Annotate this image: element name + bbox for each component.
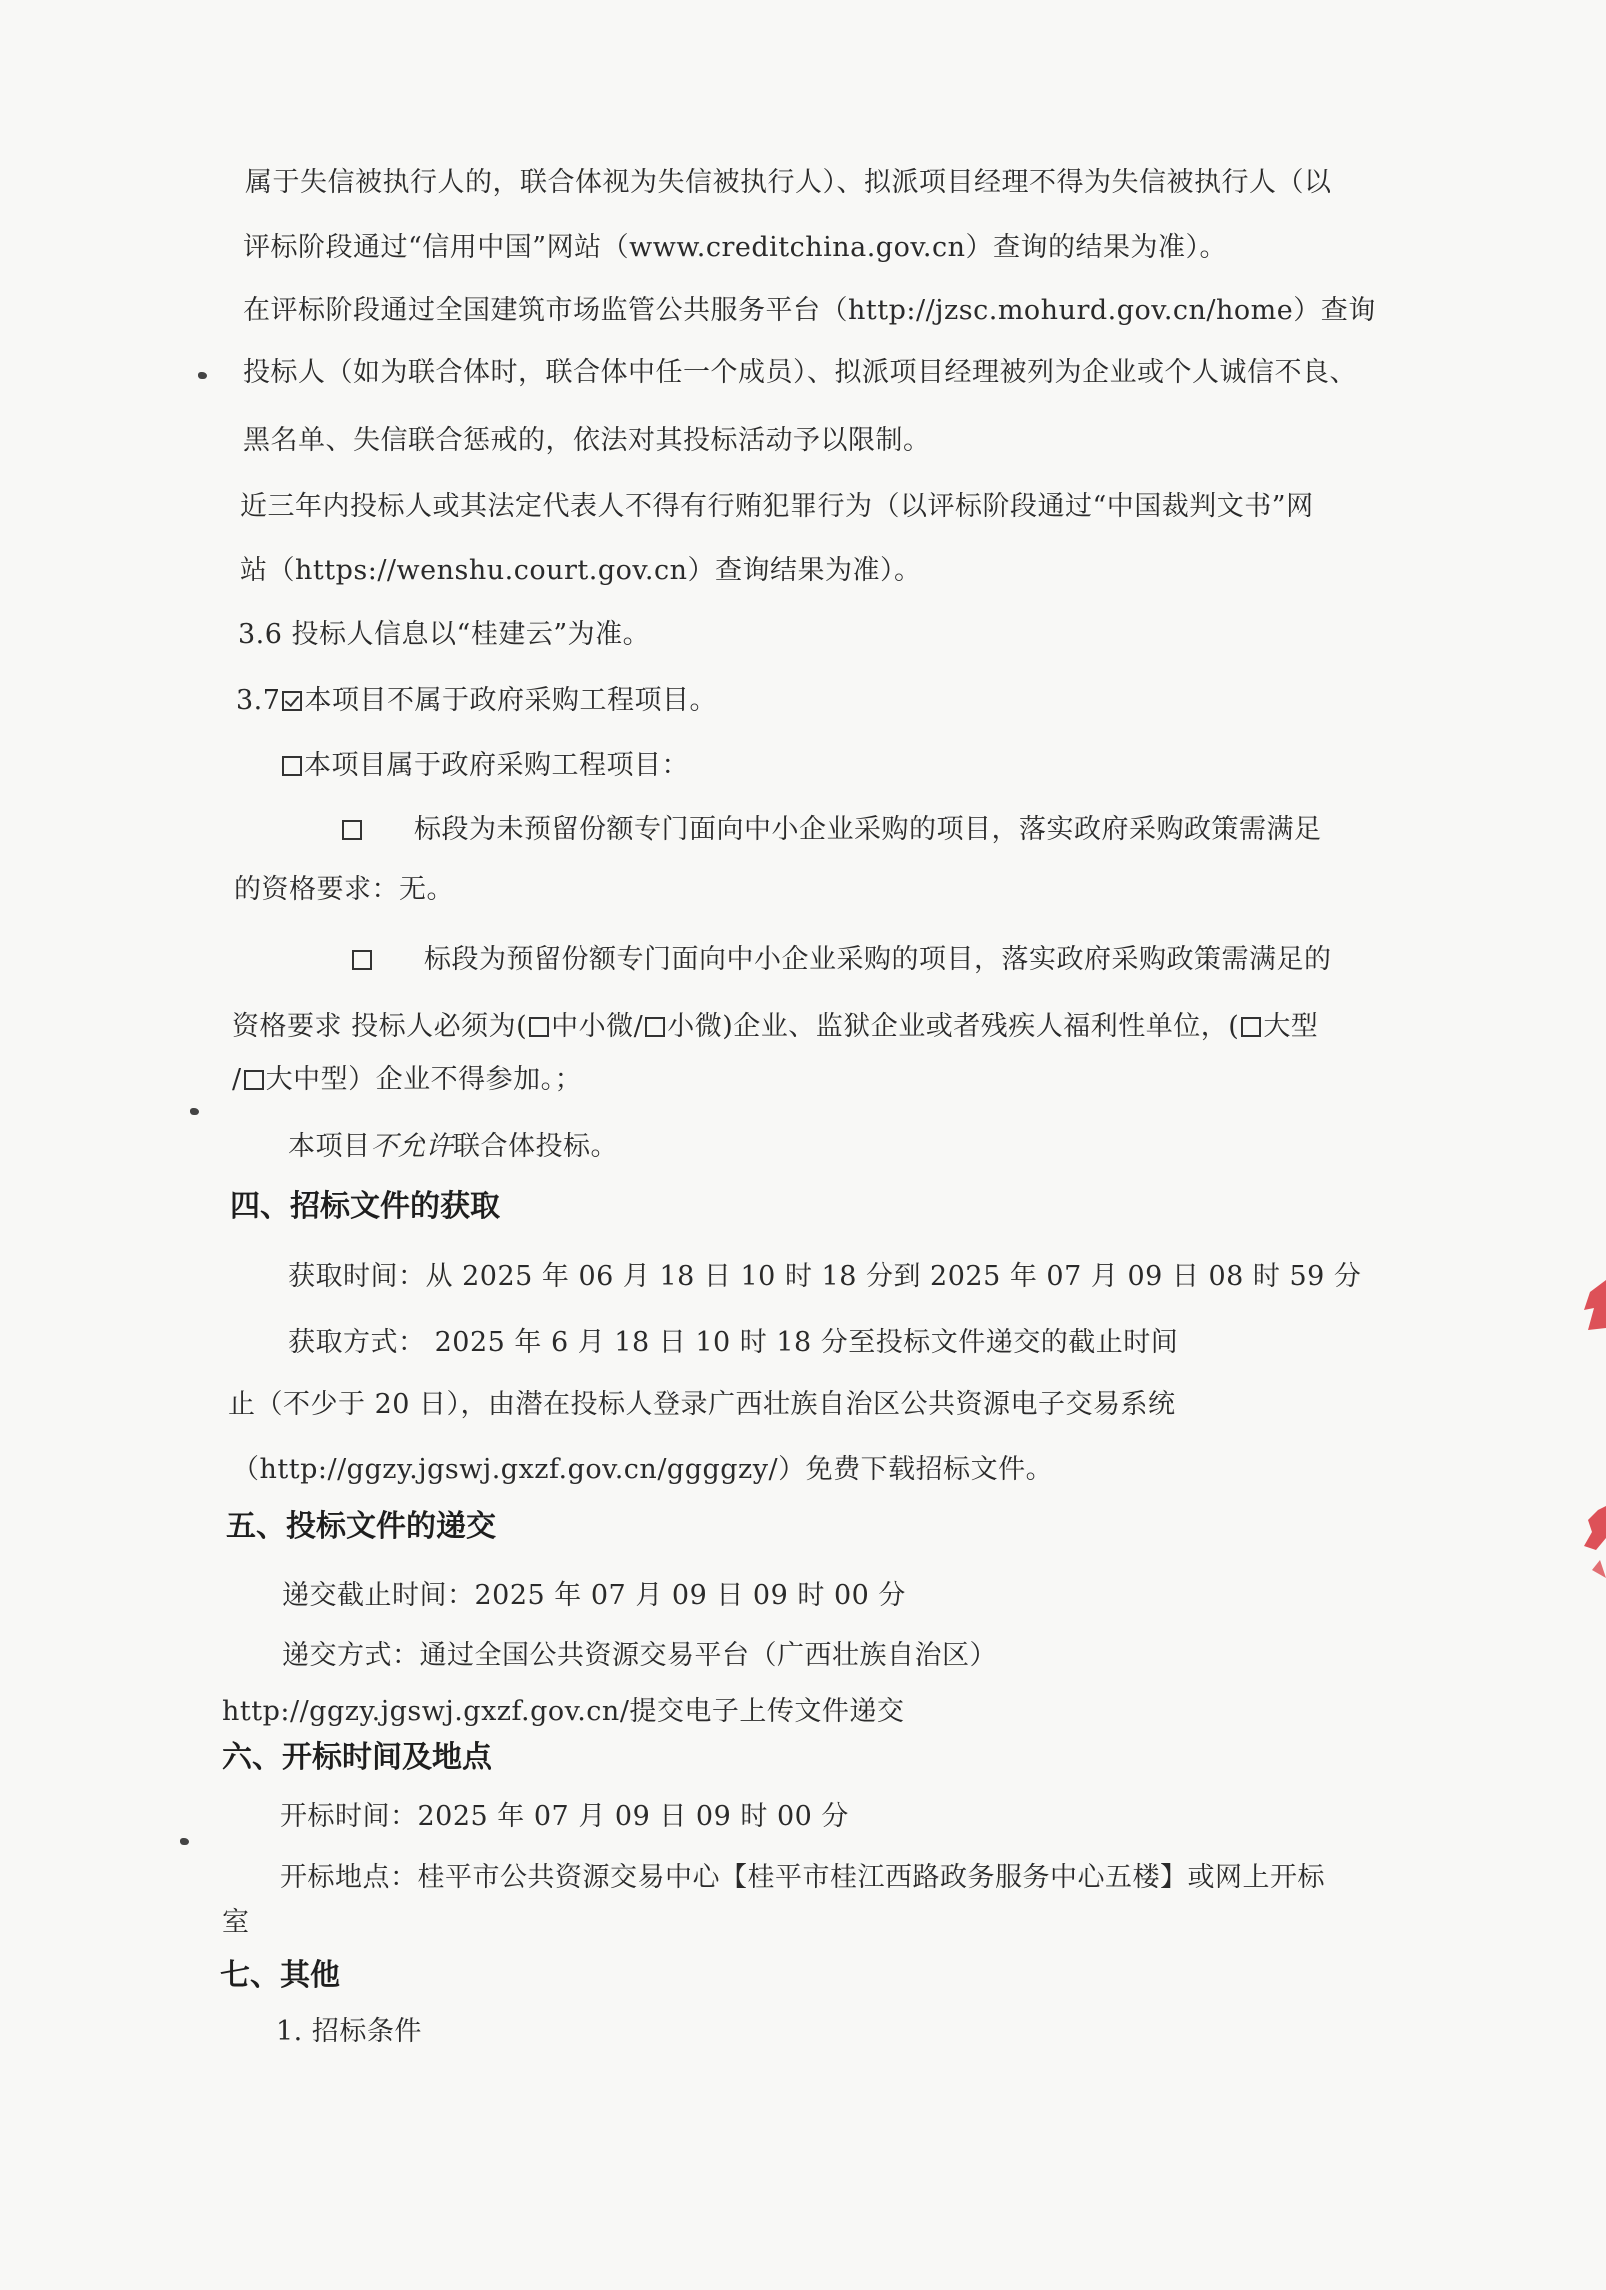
option-2-text: 标段为预留份额专门面向中小企业采购的项目，落实政府采购政策需满足的 xyxy=(424,944,1332,975)
other-item-1: 1. 招标条件 xyxy=(276,2016,422,2047)
consortium-emphasis: 不允许 xyxy=(370,1131,453,1162)
scan-speck xyxy=(198,372,207,379)
acquire-method-2: 止（不少于 20 日），由潜在投标人登录广西壮族自治区公共资源电子交易系统 xyxy=(228,1389,1176,1420)
opening-time: 开标时间：2025 年 07 月 09 日 09 时 00 分 xyxy=(280,1801,849,1832)
option-2-line-a xyxy=(350,940,1332,980)
section-number: 3.7 xyxy=(236,685,281,716)
unchecked-box-icon xyxy=(1241,1017,1261,1037)
opening-place: 开标地点：桂平市公共资源交易中心【桂平市桂江西路政务服务中心五楼】或网上开标 xyxy=(280,1862,1325,1893)
section-3-7 xyxy=(236,681,717,721)
red-seal-fragment-icon xyxy=(1578,1270,1606,1590)
gov-procurement-option xyxy=(280,746,689,786)
unchecked-box-icon xyxy=(244,1070,264,1090)
section-3-7-text: 本项目不属于政府采购工程项目。 xyxy=(304,685,717,716)
gov-procurement-text: 本项目属于政府采购工程项目： xyxy=(304,750,689,781)
option-1-text: 标段为未预留份额专门面向中小企业采购的项目，落实政府采购政策需满足 xyxy=(414,814,1322,845)
option-1-line-a xyxy=(340,810,1322,850)
option-2-b4: 大型 xyxy=(1263,1011,1319,1042)
consortium-post: 联合体投标。 xyxy=(453,1131,618,1162)
submit-method: 递交方式：通过全国公共资源交易平台（广西壮族自治区） xyxy=(282,1640,997,1671)
text-line-2: 评标阶段通过“信用中国”网站（www.creditchina.gov.cn）查询的结果为准）。 xyxy=(243,232,1227,263)
opening-place-2: 室 xyxy=(222,1907,250,1938)
text-line-8: 3.6 投标人信息以“桂建云”为准。 xyxy=(238,619,651,650)
unchecked-box-icon xyxy=(352,950,372,970)
scan-speck xyxy=(180,1838,189,1845)
consortium-line xyxy=(288,1127,618,1167)
text-line-1: 属于失信被执行人的，联合体视为失信被执行人）、拟派项目经理不得为失信被执行人（以 xyxy=(245,167,1332,198)
option-2-b2: 中小微/ xyxy=(551,1011,644,1042)
acquire-method-3: （http://ggzy.jgswj.gxzf.gov.cn/ggggzy/）免费下载招标文件。 xyxy=(232,1454,1054,1485)
text-line-5: 黑名单、失信联合惩戒的，依法对其投标活动予以限制。 xyxy=(243,425,931,456)
submit-deadline: 递交截止时间：2025 年 07 月 09 日 09 时 00 分 xyxy=(282,1580,906,1611)
text-line-7: 站（https://wenshu.court.gov.cn）查询结果为准）。 xyxy=(240,555,922,586)
section-5-heading: 五、投标文件的递交 xyxy=(226,1509,496,1544)
unchecked-box-icon xyxy=(645,1017,665,1037)
consortium-pre: 本项目 xyxy=(288,1131,371,1162)
section-6-heading: 六、开标时间及地点 xyxy=(222,1740,492,1775)
acquire-method: 获取方式： 2025 年 6 月 18 日 10 时 18 分至投标文件递交的截止时间 xyxy=(288,1327,1179,1358)
submit-method-2: http://ggzy.jgswj.gxzf.gov.cn/提交电子上传文件递交 xyxy=(222,1696,905,1727)
option-2-c2: 大中型）企业不得参加。； xyxy=(265,1064,583,1095)
text-line-3: 在评标阶段通过全国建筑市场监管公共服务平台（http://jzsc.mohurd.gov.cn/home）查询 xyxy=(243,295,1376,326)
text-line-6: 近三年内投标人或其法定代表人不得有行贿犯罪行为（以评标阶段通过“中国裁判文书”网 xyxy=(240,491,1314,522)
option-2-c1: / xyxy=(232,1064,242,1095)
unchecked-box-icon xyxy=(529,1017,549,1037)
option-1-line-b: 的资格要求：无。 xyxy=(234,874,454,905)
option-2-line-b xyxy=(232,1007,1318,1047)
option-2-line-c xyxy=(232,1060,582,1100)
section-7-heading: 七、其他 xyxy=(220,1958,340,1993)
option-2-b3: 小微)企业、监狱企业或者残疾人福利性单位，( xyxy=(667,1011,1240,1042)
acquire-time: 获取时间：从 2025 年 06 月 18 日 10 时 18 分到 2025 年 07 月 09 日 08 时 59 分 xyxy=(288,1261,1362,1292)
section-4-heading: 四、招标文件的获取 xyxy=(230,1189,500,1224)
checked-box-icon xyxy=(282,691,302,711)
unchecked-box-icon xyxy=(342,820,362,840)
text-line-4: 投标人（如为联合体时，联合体中任一个成员）、拟派项目经理被列为企业或个人诚信不良、 xyxy=(243,357,1357,388)
scan-speck xyxy=(190,1108,199,1115)
option-2-b1: 资格要求 投标人必须为( xyxy=(232,1011,528,1042)
unchecked-box-icon xyxy=(282,756,302,776)
